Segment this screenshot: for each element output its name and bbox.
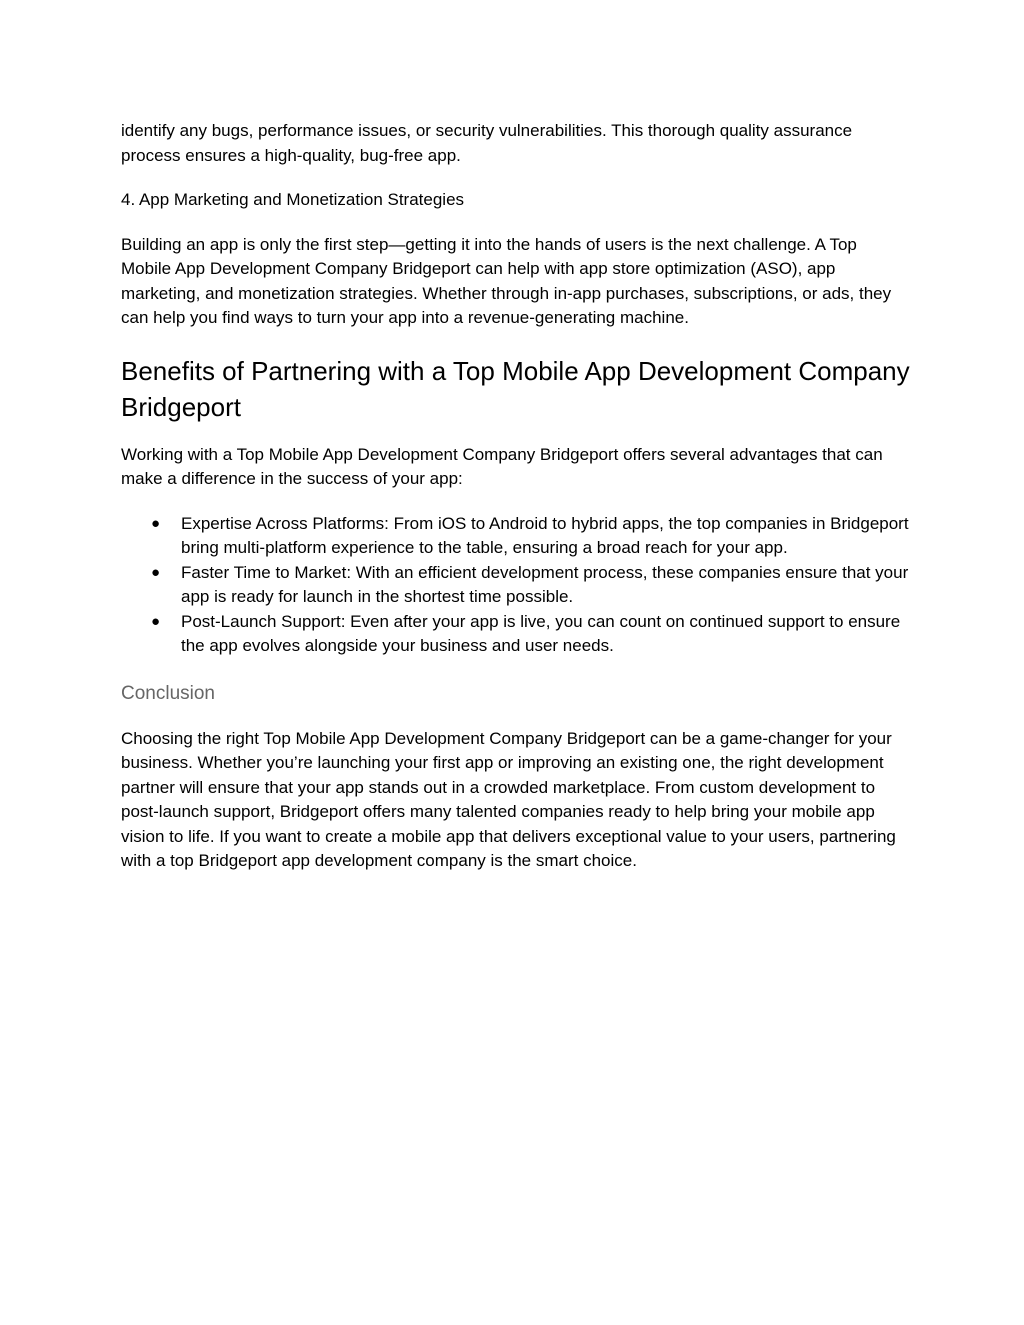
heading-benefits: Benefits of Partnering with a Top Mobile App Development Company Bridgeport <box>121 355 910 422</box>
list-item <box>121 561 911 610</box>
bullet-icon: ● <box>151 612 161 630</box>
paragraph-qa-continuation: identify any bugs, performance issues, or security vulnerabilities. This thorough quality assurance process ensures a high-quality, bug-free app. <box>121 121 853 165</box>
bullet-icon: ● <box>151 514 161 532</box>
paragraph-app-marketing: Building an app is only the first step—getting it into the hands of users is the next challenge. A Top Mobile App Development Company Bridgeport can help with app store optimization (ASO), app marketing, and monetization strategies. Whether through in-app purchases, subscriptions, or ads, they can help you find ways to turn your app into a revenue-generating machine. <box>121 234 892 327</box>
benefits-list <box>121 512 911 659</box>
bullet-icon: ● <box>151 563 161 581</box>
paragraph-benefits-intro: Working with a Top Mobile App Development Company Bridgeport offers several advantages that can make a difference in the success of your app: <box>121 444 883 488</box>
list-item-text: Faster Time to Market: With an efficient development process, these companies ensure that your app is ready for launch in the shortest time possible. <box>181 562 909 606</box>
list-item <box>121 610 911 659</box>
paragraph-conclusion: Choosing the right Top Mobile App Development Company Bridgeport can be a game-changer for your business. Whether you’re launching your first app or improving an existing one, the right development partner will ensure that your app stands out in a crowded marketplace. From custom development to post-launch support, Bridgeport offers many talented companies ready to help bring your mobile app vision to life. If you want to create a mobile app that delivers exceptional value to your users, partnering with a top Bridgeport app development company is the smart choice. <box>121 728 896 870</box>
list-item <box>121 512 911 561</box>
subheading-app-marketing: 4. App Marketing and Monetization Strategies <box>121 190 465 209</box>
list-item-text: Post-Launch Support: Even after your app is live, you can count on continued support to ensure the app evolves alongside your business and user needs. <box>181 611 901 655</box>
document-page <box>121 119 911 874</box>
heading-conclusion: Conclusion <box>121 682 215 704</box>
list-item-text: Expertise Across Platforms: From iOS to Android to hybrid apps, the top companies in Bridgeport bring multi-platform experience to the table, ensuring a broad reach for your app. <box>181 513 909 557</box>
